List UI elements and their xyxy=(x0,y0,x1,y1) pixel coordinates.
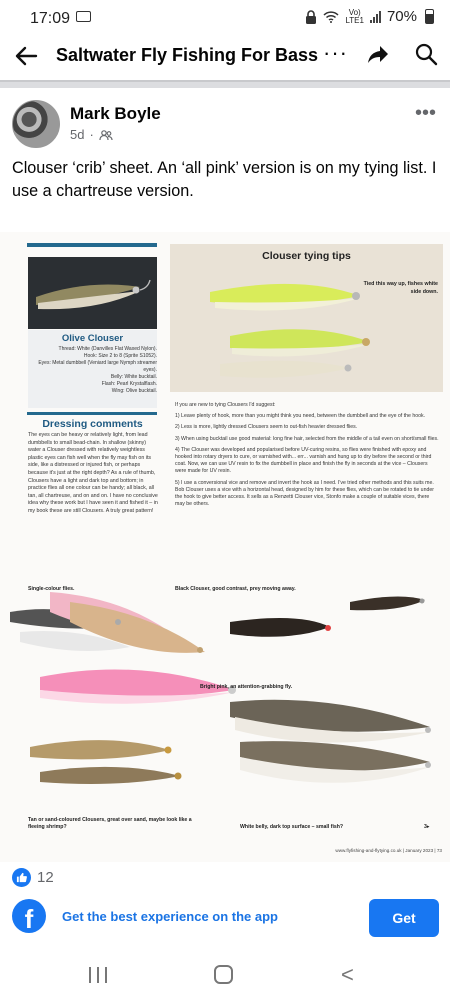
screenshot-icon xyxy=(76,11,91,22)
magazine-footer: www.flyfishing-and-flytying.co.uk | January 2023 | 73 xyxy=(335,848,442,853)
reactions-summary[interactable] xyxy=(12,868,54,887)
caption-black-clouser: Black Clouser, good contrast, prey moving away. xyxy=(175,586,296,592)
battery-icon xyxy=(425,9,434,24)
battery-percent: 70% xyxy=(386,8,417,25)
status-bar xyxy=(0,0,450,36)
post-options-button[interactable]: ••• xyxy=(414,102,436,124)
app-bar xyxy=(0,36,450,78)
clouser-flies-photo xyxy=(0,572,450,822)
spec-thread: Thread: White (Danvilles Flat Waxed Nylon). xyxy=(58,346,157,352)
recent-apps-icon[interactable] xyxy=(89,967,107,983)
app-promo-text: Get the best experience on the app xyxy=(62,909,278,924)
olive-clouser-title: Olive Clouser xyxy=(61,333,124,344)
author-avatar[interactable] xyxy=(12,100,60,148)
olive-fly-illustration xyxy=(28,257,157,329)
spec-eyes: Eyes: Metal dumbbell (Veniard large Nymph streamer eyes). xyxy=(38,360,157,373)
more-options-button[interactable]: ··· xyxy=(323,40,348,65)
tips-intro: If you are new to tying Clousers I'd suggest: xyxy=(175,402,276,408)
group-audience-icon xyxy=(99,129,113,141)
back-arrow-icon[interactable] xyxy=(14,44,38,68)
post-meta xyxy=(70,127,113,142)
wifi-icon xyxy=(323,11,339,23)
caption-single-colour: Single-colour flies. xyxy=(28,586,75,592)
olive-section-bar xyxy=(27,243,157,247)
olive-spec-list xyxy=(28,346,157,395)
tying-tips-panel xyxy=(170,244,443,392)
tying-tips-list xyxy=(175,402,440,512)
caption-tan-clouser: Tan or sand-coloured Clousers, great over sand, maybe look like a fleeing shrimp? xyxy=(28,817,192,830)
lock-icon xyxy=(305,10,317,24)
olive-clouser-photo xyxy=(28,257,157,329)
post-text: Clouser ‘crib’ sheet. An ‘all pink’ version is on my tying list. I use a chartreuse version. xyxy=(12,159,437,200)
author-name[interactable]: Mark Boyle xyxy=(70,104,161,123)
network-label: Vo) LTE1 xyxy=(345,7,364,25)
dressing-comments-text: The eyes can be heavy or relatively light, from lead dumbbells to small bead-chain. In shallow (skinny) water a Clouser dressed with relatively weightless plastic eyes can fish well when the fly may fish on its side, like a distressed or injured fish, or perhaps because it's just at the right depth? As a rule of thumb, Clousers have a light and dark top and bottom; in practice flies all one colour can be handy; all black, all tan, all chartreuse, and on and on. I have no conclusive idea why these work but I have seen it and fished it – in my book these are still Clousers. A truly great pattern! xyxy=(28,432,158,514)
spec-flash: Flash: Pearl Krystalflash. xyxy=(101,381,157,387)
spec-belly: Belly: White bucktail. xyxy=(110,374,157,380)
post-image[interactable] xyxy=(0,232,450,862)
status-time: 17:09 xyxy=(30,10,71,27)
like-reaction-icon xyxy=(12,868,31,887)
facebook-logo-icon: f xyxy=(12,899,46,933)
back-chevron-icon[interactable]: < xyxy=(341,962,354,987)
spec-hook: Hook: Size 2 to 8 (Sprite S1052). xyxy=(83,353,157,359)
get-app-button[interactable]: Get xyxy=(369,899,439,937)
search-icon[interactable] xyxy=(414,42,438,66)
share-arrow-icon[interactable] xyxy=(366,42,390,66)
tie-orientation-note: Tied this way up, fishes white side down. xyxy=(363,281,438,295)
network-type: LTE1 xyxy=(345,15,364,25)
spec-wing: Wing: Olive bucktail. xyxy=(111,388,157,394)
caption-bright-pink: Bright pink, an attention-grabbing fly. xyxy=(200,684,293,690)
group-title: Saltwater Fly Fishing For Bass xyxy=(56,45,319,65)
tip-2: 2) Less is more, lightly dressed Clousers seem to out-fish heavier dressed flies. xyxy=(175,424,358,431)
dressing-comments-title: Dressing comments xyxy=(42,418,143,430)
post-time[interactable]: 5d xyxy=(70,127,85,142)
tip-4: 4) The Clouser was developed and popularised before UV-curing resins, so flies were finished with epoxy and hooked into rotary dryers to cure, or varnished with... err... varnish and hung up to dry before the second or third coat. Now, we can use UV resin to fix the dumbbell in place and finish the fly in seconds at the vice – Clousers were made for UV resin. xyxy=(175,446,432,475)
chartreuse-clousers-illustration xyxy=(170,244,443,392)
home-icon[interactable] xyxy=(214,965,233,984)
tip-5: 5) I use a conversional vice and remove and invert the hook as I need. I've tried other methods and this suits me. Bob Clouser uses a vice with a horizontal head, designed by him for these flies, which can be rotated to tie under the hook to give better access. It sells as a Renzetti Clouser vice, Stonfo make a couple of suitable vices, there may be others. xyxy=(175,479,434,508)
dressing-section-bar xyxy=(27,412,157,415)
tip-1: 1) Leave plenty of hook, more than you might think you need, between the dumbbell and the eye of the hook. xyxy=(175,413,426,420)
caption-white-belly: White belly, dark top surface – small fish? xyxy=(240,824,344,830)
status-indicators xyxy=(305,8,434,25)
reaction-count: 12 xyxy=(37,869,54,886)
tying-tips-title: Clouser tying tips xyxy=(262,250,351,262)
meta-separator: · xyxy=(89,127,94,142)
signal-icon xyxy=(370,11,381,23)
caption-continue-arrow: 3▸ xyxy=(424,824,430,830)
tip-3: 3) When using bucktail use good material: long fine hair, selected from the middle of a tail even on short/small flies. xyxy=(175,435,439,442)
header-divider xyxy=(0,80,450,88)
